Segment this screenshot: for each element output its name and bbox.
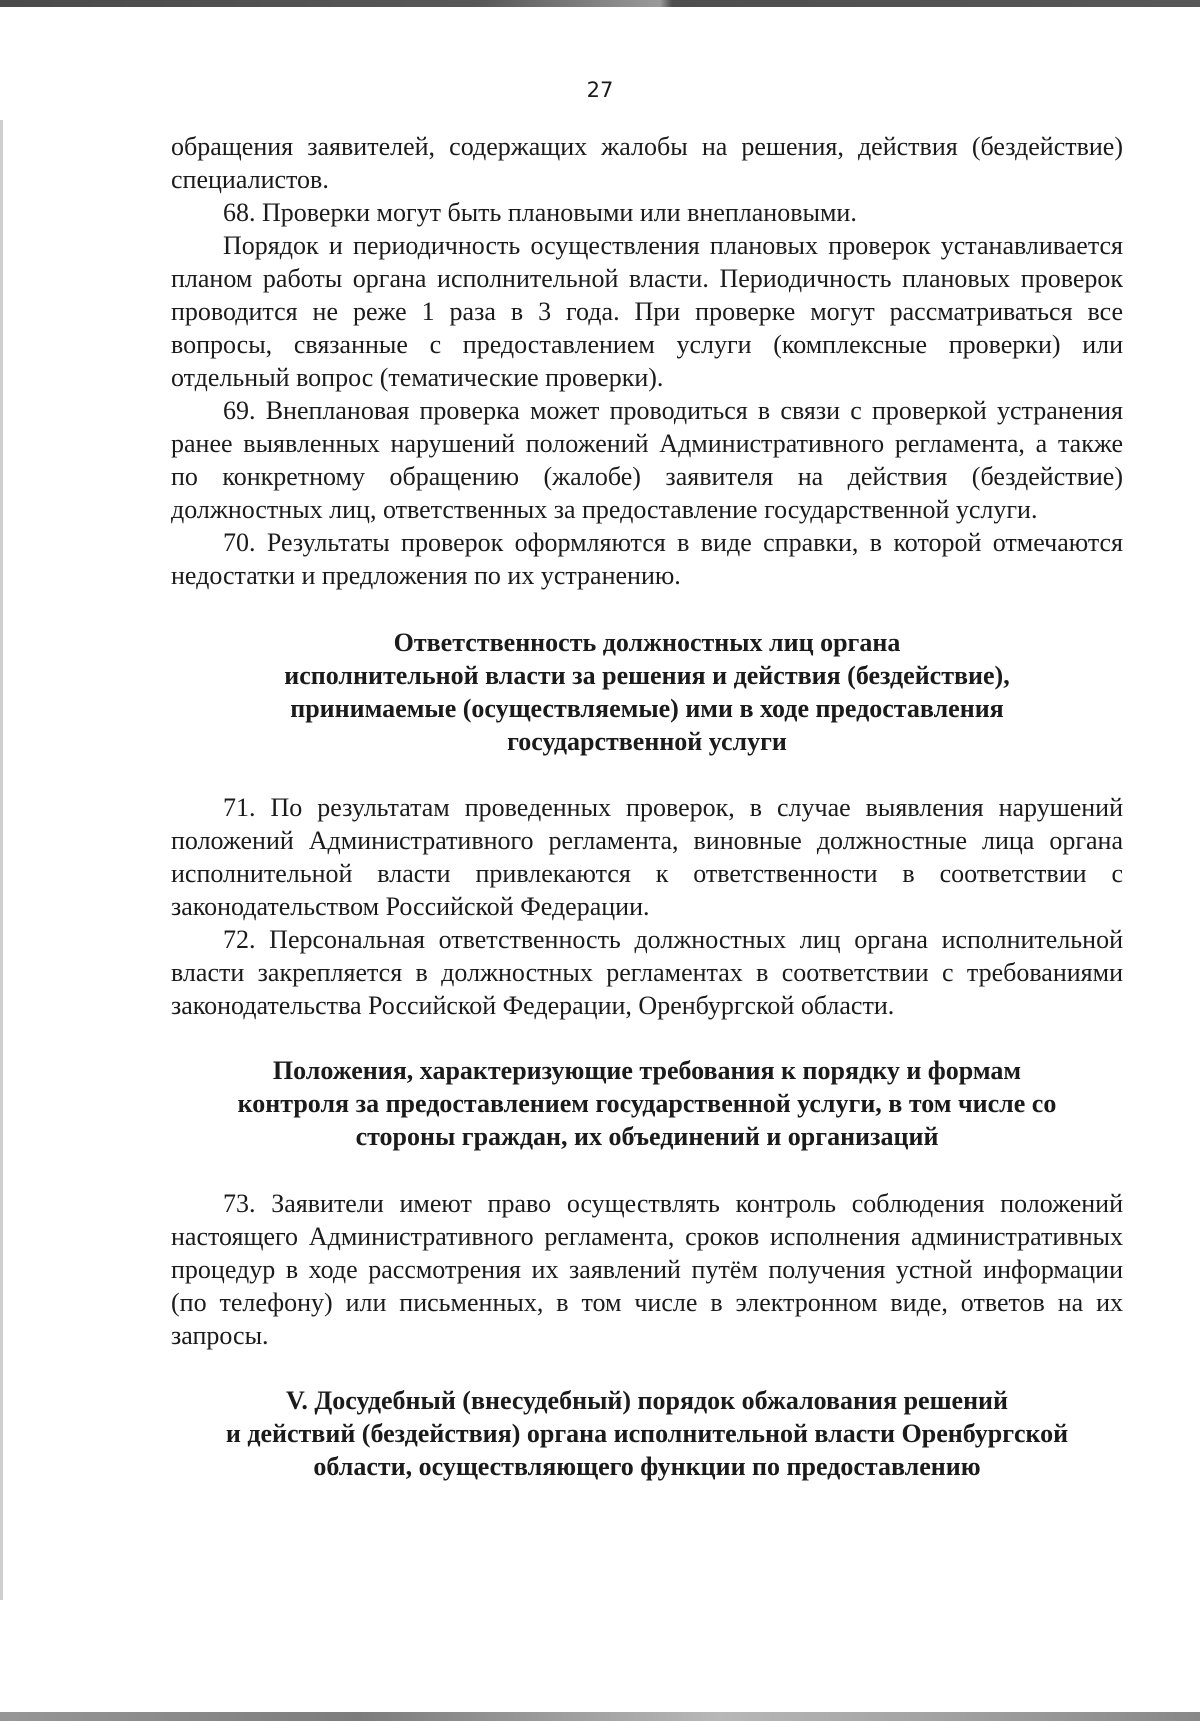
paragraph-72: 72. Персональная ответственность должностных лиц органа исполнительной власти закрепляется в должностных регламентах в соответствии с требованиями законодательства Российской Федерации, Оренбургской области. [171,925,1123,1020]
paragraph-71: 71. По результатам проведенных проверок, в случае выявления нарушений положений Административного регламента, виновные должностные лица органа исполнительной власти привлекаются к ответственности в соответствии с законодательством Российской Федерации. [171,793,1123,921]
heading-line: государственной услуги [507,727,787,756]
paragraph-68-schedule: Порядок и периодичность осуществления плановых проверок устанавливается планом работы органа исполнительной власти. Периодичность плановых проверок проводится не реже 1 раза в 3 года. При проверке могут рассматриваться все вопросы, связанные с предоставлением услуги (комплексные проверки) или отдельный вопрос (тематические проверки). [171,231,1123,392]
heading-line: исполнительной власти за решения и действия (бездействие), [284,661,1010,690]
section-low [171,1187,1123,1352]
paragraph-69: 69. Внеплановая проверка может проводиться в связи с проверкой устранения ранее выявленных нарушений положений Административного регламента, а также по конкретному обращению (жалобе) заявителя на действия (бездействие) должностных лиц, ответственных за предоставление государственной услуги. [171,396,1123,524]
scan-edge-bottom [0,1712,1200,1721]
paragraph-continuation: обращения заявителей, содержащих жалобы на решения, действия (бездействие) специалистов. [171,132,1123,194]
section-mid [171,791,1123,1022]
heading-line: стороны граждан, их объединений и организаций [355,1122,939,1151]
heading-section-v [171,1384,1123,1483]
heading-line: и действий (бездействия) органа исполнительной власти Оренбургской [225,1419,1069,1448]
heading-line: Ответственность должностных лиц органа [393,628,901,657]
scan-edge-left [0,120,3,1600]
heading-line: Положения, характеризующие требования к порядку и формам [272,1056,1022,1085]
paragraph-70: 70. Результаты проверок оформляются в виде справки, в которой отмечаются недостатки и предложения по их устранению. [171,528,1123,590]
heading-line: V. Досудебный (внесудебный) порядок обжалования решений [285,1386,1009,1415]
heading-line: принимаемые (осуществляемые) ими в ходе предоставления [290,694,1004,723]
scan-edge-top [0,0,1200,7]
heading-line: области, осуществляющего функции по предоставлению [313,1452,981,1481]
heading-control-requirements [171,1054,1123,1153]
section-top [171,130,1123,592]
page-number: 27 [586,78,614,102]
heading-responsibility [171,626,1123,758]
paragraph-73: 73. Заявители имеют право осуществлять контроль соблюдения положений настоящего Административного регламента, сроков исполнения административных процедур в ходе рассмотрения их заявлений путём получения устной информации (по телефону) или письменных, в том числе в электронном виде, ответов на их запросы. [171,1189,1123,1350]
paragraph-68: 68. Проверки могут быть плановыми или внеплановыми. [223,198,857,227]
document-body [171,130,1123,1515]
heading-line: контроля за предоставлением государственной услуги, в том числе со [237,1089,1057,1118]
